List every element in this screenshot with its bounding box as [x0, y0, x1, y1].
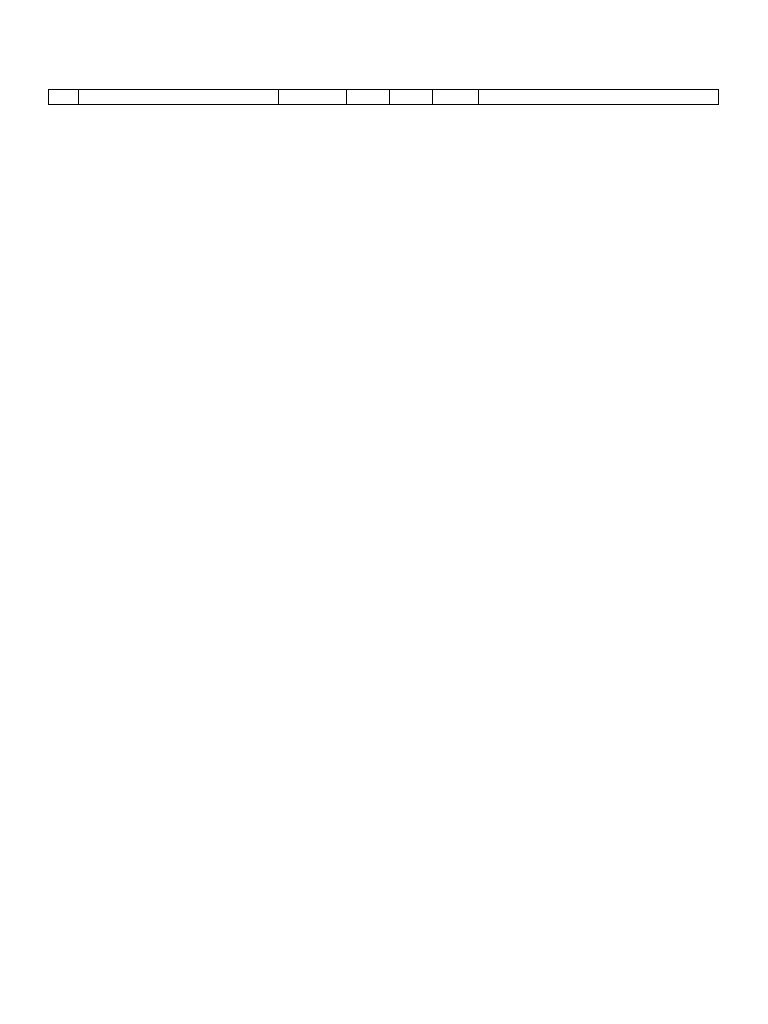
program-table-part1 [48, 89, 719, 105]
header-total [433, 90, 479, 105]
header-descripcion [479, 90, 719, 105]
header-cant [347, 90, 390, 105]
header-uni [279, 90, 347, 105]
table-header-row [49, 90, 719, 105]
header-m2 [390, 90, 433, 105]
header-areas [79, 90, 279, 105]
header-n [49, 90, 79, 105]
